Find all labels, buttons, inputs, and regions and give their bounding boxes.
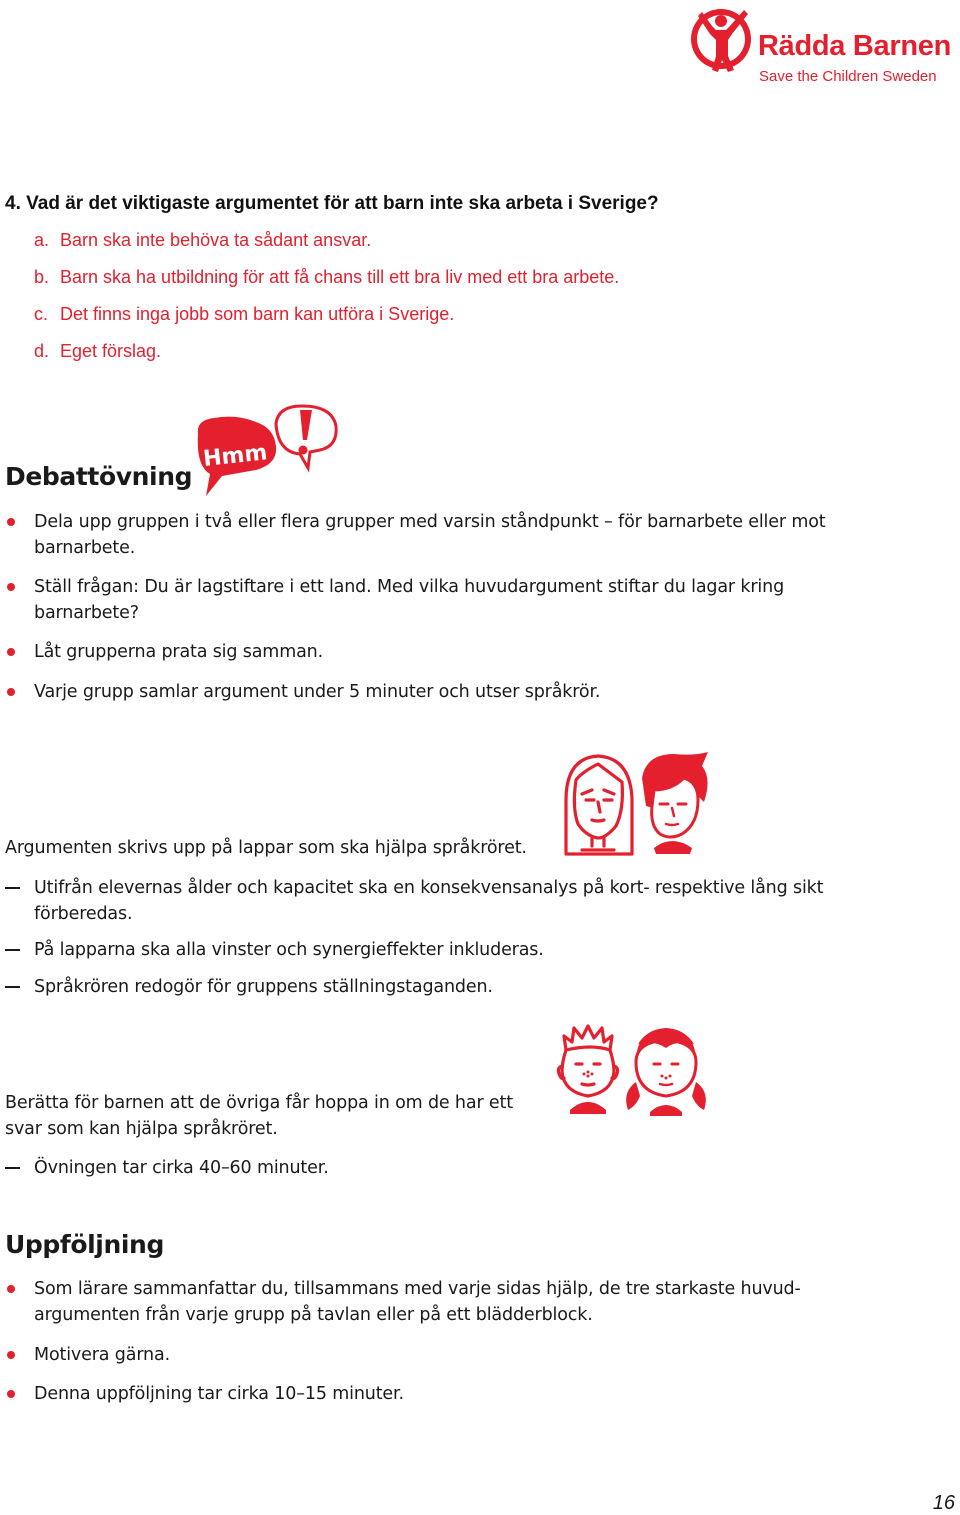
children-illustration-2 [552, 1022, 708, 1118]
bullet-icon [7, 518, 15, 526]
exclamation-speech-bubble-icon [276, 406, 336, 468]
option-b [34, 267, 619, 288]
tell-children-paragraph: Berätta för barnen att de övriga får hoppa in om de har ett svar som kan hjälpa språkröret. [5, 1093, 513, 1139]
followup-bullet: Motivera gärna. [34, 1342, 834, 1368]
bullet-icon [7, 583, 15, 591]
dash-icon [5, 1167, 20, 1169]
option-letter: a. [34, 230, 50, 250]
child-arms-raised-logo-icon [691, 9, 751, 72]
brand-name: Rädda Barnen [758, 30, 951, 62]
page-number: 16 [932, 1492, 955, 1514]
bullet-icon [7, 688, 15, 696]
option-letter: b. [34, 267, 50, 287]
debate-bullet: Varje grupp samlar argument under 5 minuter och utser språkrör. [34, 679, 834, 705]
children-illustration-1 [558, 750, 718, 862]
dash-icon [5, 887, 20, 889]
debate-bullet: Ställ frågan: Du är lagstiftare i ett land. Med vilka huvudargument stiftar du lagar kring barnarbete? [34, 574, 834, 626]
dash-item: Övningen tar cirka 40–60 minuter. [34, 1155, 834, 1181]
option-text: Barn ska ha utbildning för att få chans till ett bra liv med ett bra arbete. [60, 267, 620, 287]
dash-item: Språkrören redogör för gruppens ställningstaganden. [34, 974, 834, 1000]
debate-bullet: Låt grupperna prata sig samman. [34, 639, 834, 665]
question-title: 4. Vad är det viktigaste argumentet för att barn inte ska arbeta i Sverige? [5, 193, 659, 214]
bubble-text: Hmm [202, 440, 269, 472]
option-text: Eget förslag. [60, 341, 162, 361]
followup-heading: Uppföljning [5, 1230, 164, 1259]
followup-bullet: Som lärare sammanfattar du, tillsammans med varje sidas hjälp, de tre starkaste huvud-argumenten från varje grupp på tavlan eller på ett blädderblock. [34, 1276, 804, 1328]
followup-bullet: Denna uppföljning tar cirka 10–15 minuter. [34, 1381, 834, 1407]
debate-heading: Debattövning [5, 462, 193, 491]
option-letter: c. [34, 304, 49, 324]
dash-item: Utifrån elevernas ålder och kapacitet ska en konsekvensanalys på kort- respektive lång sikt förberedas. [34, 875, 834, 927]
option-text: Det finns inga jobb som barn kan utföra i Sverige. [60, 304, 455, 324]
bullet-icon [7, 1351, 15, 1359]
arguments-paragraph: Argumenten skrivs upp på lappar som ska hjälpa språkröret. [5, 838, 527, 858]
brand-subtitle: Save the Children Sweden [759, 68, 937, 85]
dash-icon [5, 986, 20, 988]
bullet-icon [7, 648, 15, 656]
dash-icon [5, 949, 20, 951]
option-a [34, 230, 371, 251]
option-c [34, 304, 454, 325]
hmm-speech-bubbles [192, 402, 342, 502]
option-letter: d. [34, 341, 50, 361]
dash-item: På lapparna ska alla vinster och synergieffekter inkluderas. [34, 937, 834, 963]
option-text: Barn ska inte behöva ta sådant ansvar. [60, 230, 372, 250]
bullet-icon [7, 1390, 15, 1398]
bullet-icon [7, 1285, 15, 1293]
debate-bullet: Dela upp gruppen i två eller flera grupper med varsin ståndpunkt – för barnarbete eller mot barnarbete. [34, 509, 834, 561]
option-d [34, 341, 161, 362]
